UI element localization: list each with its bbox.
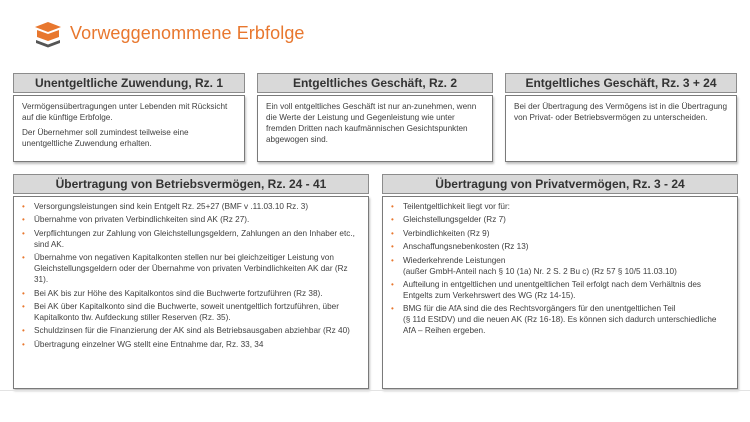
bullet-icon: •: [391, 279, 394, 289]
header-betriebsvermoegen: Übertragung von Betriebsvermögen, Rz. 24 - 41: [13, 174, 369, 194]
bullet-icon: •: [22, 228, 25, 238]
bullet-icon: •: [22, 339, 25, 349]
bullet-icon: •: [22, 253, 25, 263]
list-item: • Verbindlichkeiten (Rz 9): [391, 228, 490, 238]
list-item: • Wiederkehrende Leistungen (außer GmbH-Anteil nach § 10 (1a) Nr. 2 S. 2 Bu c) (Rz 57 § 10/5 11.03.10): [391, 255, 677, 276]
header-entgeltliches-geschaeft-rz3-24: Entgeltliches Geschäft, Rz. 3 + 24: [505, 73, 737, 93]
box-betriebsvermoegen: [13, 196, 369, 389]
box-entgeltliches-geschaeft-rz3-24: [505, 95, 737, 162]
header-privatvermoegen: Übertragung von Privatvermögen, Rz. 3 - 24: [382, 174, 738, 194]
bullet-icon: •: [22, 202, 25, 211]
bullet-icon: •: [391, 304, 394, 314]
list-item: • Bei AK über Kapitalkonto sind die Buchwerte, soweit unentgeltlich fortzuführen, über Kapitalkonto tlw. Aufdeckung stiller Reserven (Rz. 35).: [22, 301, 339, 322]
page-title: Vorweggenommene Erbfolge: [70, 23, 305, 43]
book-logo-icon: [33, 21, 63, 49]
bullet-icon: •: [22, 215, 25, 225]
paragraph: Bei der Übertragung des Vermögens ist in die Übertragung von Privat- oder Betriebsvermögen zu unterscheiden.: [514, 102, 727, 122]
box-privatvermoegen: [382, 196, 738, 389]
list-item: • Übernahme von privaten Verbindlichkeiten sind AK (Rz 27).: [22, 215, 250, 225]
list-item: • BMG für die AfA sind die des Rechtsvorgängers für den unentgeltlichen Teil (§ 11d EStDV) und die neuen AK (Rz 16-18). Es können sich dadurch unterschiedliche AfA – Reihen ergeben.: [391, 304, 717, 336]
bullet-icon: •: [391, 242, 394, 252]
list-item: • Übertragung einzelner WG stellt eine Entnahme dar, Rz. 33, 34: [22, 339, 264, 349]
bullet-icon: •: [22, 326, 25, 336]
box-unentgeltliche-zuwendung: [13, 95, 245, 162]
list-item: • Anschaffungsnebenkosten (Rz 13): [391, 242, 529, 252]
list-item: • Aufteilung in entgeltlichen und unentgeltlichen Teil erfolgt nach dem Verhältnis des Entgelts zum Verkehrswert des WG (Rz 14-15).: [391, 279, 701, 300]
bullet-icon: •: [391, 255, 394, 265]
paragraph: Ein voll entgeltliches Geschäft ist nur an-zunehmen, wenn die Werte der Leistung und Gegenleistung wie unter fremden Dritten nach kaufmännischen Gesichtspunkten abgewogen sind.: [266, 102, 477, 144]
paragraph: Der Übernehmer soll zumindest teilweise eine unentgeltliche Zuwendung erhalten.: [22, 128, 189, 148]
list-item: • Bei AK bis zur Höhe des Kapitalkontos sind die Buchwerte fortzuführen (Rz 38).: [22, 288, 323, 298]
list-item: • Schuldzinsen für die Finanzierung der AK sind als Betriebsausgaben abziehbar (Rz 40): [22, 326, 350, 336]
bullet-icon: •: [22, 301, 25, 311]
bullet-icon: •: [391, 228, 394, 238]
list-item: • Verpflichtungen zur Zahlung von Gleichstellungsgeldern, Zahlungen an den Inhaber etc., sind AK.: [22, 228, 355, 249]
bullet-icon: •: [391, 202, 394, 211]
list-item: • Teilentgeltlichkeit liegt vor für:: [391, 202, 510, 211]
paragraph: Vermögensübertragungen unter Lebenden mit Rücksicht auf die künftige Erbfolge.: [22, 102, 228, 122]
footer-divider: [0, 390, 750, 391]
list-item: • Übernahme von negativen Kapitalkonten stellen nur bei gleichzeitiger Leistung von Gleichstellungsgeldern oder der Übernahme von privaten Verbindlichkeiten AK dar (Rz 31).: [22, 253, 348, 285]
list-item: • Versorgungsleistungen sind kein Entgelt Rz. 25+27 (BMF v .11.03.10 Rz. 3): [22, 202, 309, 211]
list-item: • Gleichstellungsgelder (Rz 7): [391, 215, 506, 225]
box-entgeltliches-geschaeft-rz2: [257, 95, 493, 162]
header-unentgeltliche-zuwendung: Unentgeltliche Zuwendung, Rz. 1: [13, 73, 245, 93]
bullet-icon: •: [22, 288, 25, 298]
bullet-icon: •: [391, 215, 394, 225]
header-entgeltliches-geschaeft-rz2: Entgeltliches Geschäft, Rz. 2: [257, 73, 493, 93]
